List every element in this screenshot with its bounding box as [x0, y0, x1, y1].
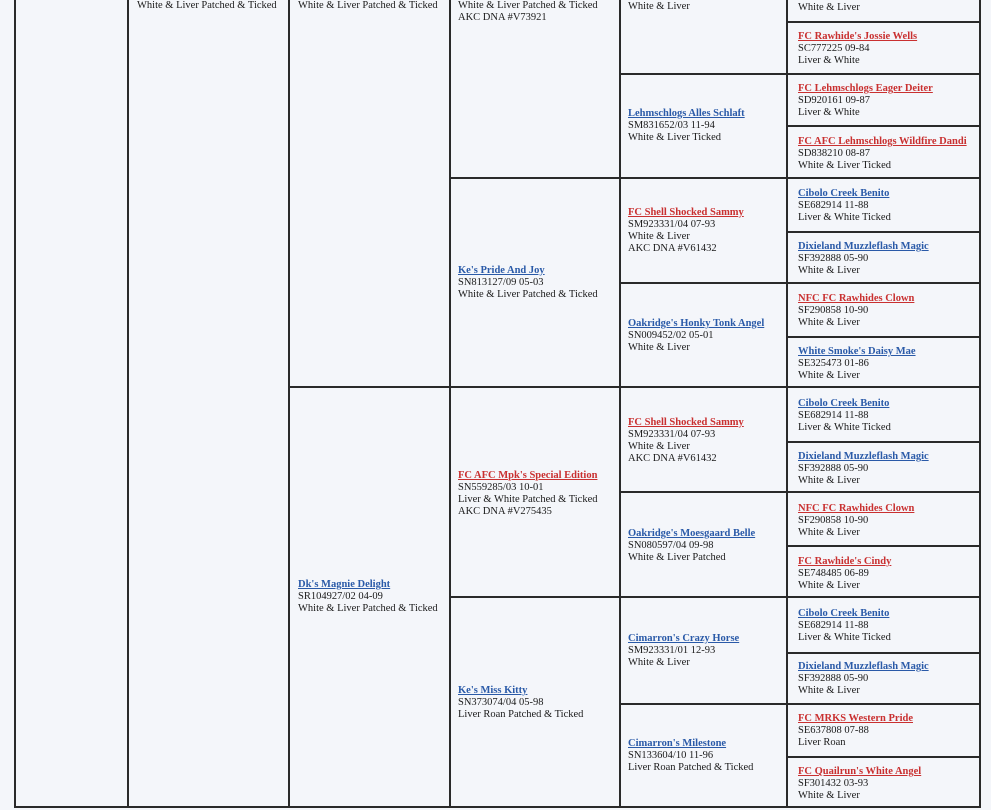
dog-name-link[interactable]: FC Quailrun's White Angel [798, 766, 922, 777]
dog-name-link[interactable]: Lehmschlogs Alles Schlaft [628, 108, 745, 119]
registration-info: SF392888 05-90 [798, 253, 869, 264]
row-divider [449, 177, 981, 179]
dog-name-link[interactable]: FC Lehmschlogs Eager Deiter [798, 83, 933, 94]
pedigree-entry [798, 2, 860, 14]
dog-name-link[interactable]: FC Shell Shocked Sammy [628, 417, 744, 428]
detail-line: AKC DNA #V73921 [458, 12, 547, 23]
registration-info: SF392888 05-90 [798, 463, 869, 474]
pedigree-entry [458, 470, 598, 518]
detail-line: AKC DNA #V275435 [458, 506, 552, 517]
column-divider [619, 0, 621, 806]
row-divider [788, 336, 981, 338]
dog-name-link[interactable]: Cimarron's Crazy Horse [628, 633, 740, 644]
dog-name-link[interactable]: Oakridge's Moesgaard Belle [628, 528, 756, 539]
pedigree-entry [798, 766, 921, 802]
detail-line: Liver & White [798, 55, 860, 66]
registration-info: SE637808 07-88 [798, 725, 869, 736]
registration-info: SN373074/04 05-98 [458, 697, 544, 708]
dog-name-link[interactable]: Dixieland Muzzleflash Magic [798, 661, 929, 672]
detail-line: Liver & White Patched & Ticked [458, 494, 598, 505]
pedigree-entry [298, 579, 438, 615]
dog-name-link[interactable]: NFC FC Rawhides Clown [798, 503, 915, 514]
dog-name-link[interactable]: Cimarron's Milestone [628, 738, 727, 749]
registration-info: SE748485 06-89 [798, 568, 869, 579]
column-divider [288, 0, 290, 806]
detail-line: AKC DNA #V61432 [628, 453, 717, 464]
detail-line: White & Liver [798, 317, 860, 328]
row-divider [788, 545, 981, 547]
dog-name-link[interactable]: FC Rawhide's Cindy [798, 556, 892, 567]
dog-name-link[interactable]: Ke's Miss Kitty [458, 685, 528, 696]
pedigree-entry [628, 318, 764, 354]
dog-name-link[interactable]: Cibolo Creek Benito [798, 608, 890, 619]
registration-info: SC777225 09-84 [798, 43, 870, 54]
column-divider [979, 0, 981, 806]
dog-name-link[interactable]: Oakridge's Honky Tonk Angel [628, 318, 765, 329]
pedigree-entry [628, 738, 753, 774]
detail-line: Liver & White Ticked [798, 422, 891, 433]
detail-line: White & Liver Ticked [798, 160, 892, 171]
dog-name-link[interactable]: FC Shell Shocked Sammy [628, 207, 744, 218]
row-divider [288, 386, 981, 388]
detail-line: White & Liver Patched [628, 552, 726, 563]
detail-line: White & Liver Patched & Ticked [298, 603, 438, 614]
row-divider [788, 441, 981, 443]
registration-info: SM923331/04 07-93 [628, 429, 716, 440]
pedigree-entry [798, 293, 914, 329]
detail-line: White & Liver [628, 1, 690, 12]
detail-line: White & Liver [798, 527, 860, 538]
row-divider [619, 491, 981, 493]
detail-line: White & Liver [628, 441, 690, 452]
pedigree-entry [628, 108, 745, 144]
registration-info: SD920161 09-87 [798, 95, 871, 106]
pedigree-entry [798, 188, 891, 224]
dog-name-link[interactable]: Cibolo Creek Benito [798, 398, 890, 409]
row-divider [619, 282, 981, 284]
registration-info: SR104927/02 04-09 [298, 591, 383, 602]
pedigree-entry [798, 713, 913, 749]
pedigree-entry [798, 241, 929, 277]
pedigree-entry [798, 398, 891, 434]
detail-line: White & Liver [798, 685, 860, 696]
detail-line: White & Liver [798, 370, 860, 381]
registration-info: SF392888 05-90 [798, 673, 869, 684]
column-divider [449, 0, 451, 806]
pedigree-entry [798, 661, 929, 697]
pedigree-entry [298, 0, 438, 12]
registration-info: SE682914 11-88 [798, 620, 869, 631]
pedigree-entry [798, 556, 891, 592]
registration-info: SE682914 11-88 [798, 410, 869, 421]
registration-info: SM923331/01 12-93 [628, 645, 716, 656]
dog-name-link[interactable]: Dixieland Muzzleflash Magic [798, 451, 929, 462]
detail-line: Liver & White [798, 107, 860, 118]
registration-info: SN133604/10 11-96 [628, 750, 714, 761]
pedigree-entry [798, 608, 891, 644]
registration-info: SN009452/02 05-01 [628, 330, 714, 341]
row-divider [449, 596, 981, 598]
row-divider [788, 756, 981, 758]
detail-line: Liver Roan Patched & Ticked [628, 762, 754, 773]
registration-info: SM831652/03 11-94 [628, 120, 715, 131]
detail-line: White & Liver [628, 657, 690, 668]
pedigree-entry [798, 31, 917, 67]
column-divider [14, 0, 16, 806]
registration-info: SD838210 08-87 [798, 148, 871, 159]
registration-info: SF301432 03-93 [798, 778, 869, 789]
pedigree-entry [628, 633, 739, 669]
detail-line: White & Liver Patched & Ticked [298, 0, 438, 11]
detail-line: AKC DNA #V61432 [628, 243, 717, 254]
detail-line: White & Liver [798, 265, 860, 276]
row-divider [14, 806, 981, 808]
dog-name-link[interactable]: FC MRKS Western Pride [798, 713, 913, 724]
registration-info: SN080597/04 09-98 [628, 540, 714, 551]
pedigree-entry [798, 451, 929, 487]
pedigree-entry [798, 503, 914, 539]
dog-name-link[interactable]: White Smoke's Daisy Mae [798, 346, 916, 357]
row-divider [619, 703, 981, 705]
registration-info: SF290858 10-90 [798, 305, 869, 316]
detail-line: Liver & White Ticked [798, 212, 891, 223]
pedigree-entry [628, 417, 744, 465]
dog-name-link[interactable]: NFC FC Rawhides Clown [798, 293, 915, 304]
detail-line: White & Liver [798, 2, 860, 13]
row-divider [788, 652, 981, 654]
detail-line: Liver & White Ticked [798, 632, 891, 643]
detail-line: White & Liver [798, 790, 860, 801]
row-divider [619, 73, 981, 75]
row-divider [788, 125, 981, 127]
dog-name-link[interactable]: FC AFC Lehmschlogs Wildfire Dandi [798, 136, 967, 147]
pedigree-entry [458, 265, 598, 301]
detail-line: White & Liver Patched & Ticked [458, 0, 598, 11]
pedigree-entry [798, 83, 933, 119]
detail-line: White & Liver [798, 475, 860, 486]
detail-line: White & Liver Patched & Ticked [137, 0, 277, 11]
dog-name-link[interactable]: Ke's Pride And Joy [458, 265, 545, 276]
pedigree-entry [628, 528, 755, 564]
registration-info: SM923331/04 07-93 [628, 219, 716, 230]
column-divider [127, 0, 129, 806]
dog-name-link[interactable]: FC AFC Mpk's Special Edition [458, 470, 598, 481]
detail-line: White & Liver [628, 231, 690, 242]
dog-name-link[interactable]: FC Rawhide's Jossie Wells [798, 31, 918, 42]
registration-info: SN559285/03 10-01 [458, 482, 544, 493]
column-divider [786, 0, 788, 806]
pedigree-entry [798, 136, 967, 172]
registration-info: SF290858 10-90 [798, 515, 869, 526]
pedigree-entry [798, 346, 916, 382]
detail-line: White & Liver Patched & Ticked [458, 289, 598, 300]
dog-name-link[interactable]: Dixieland Muzzleflash Magic [798, 241, 929, 252]
detail-line: White & Liver [798, 580, 860, 591]
pedigree-entry [137, 0, 277, 12]
registration-info: SE682914 11-88 [798, 200, 869, 211]
detail-line: Liver Roan Patched & Ticked [458, 709, 584, 720]
registration-info: SN813127/09 05-03 [458, 277, 544, 288]
dog-name-link[interactable]: Cibolo Creek Benito [798, 188, 890, 199]
registration-info: SE325473 01-86 [798, 358, 869, 369]
pedigree-entry [628, 207, 744, 255]
detail-line: White & Liver Ticked [628, 132, 722, 143]
pedigree-entry [458, 685, 583, 721]
detail-line: White & Liver [628, 342, 690, 353]
detail-line: Liver Roan [798, 737, 846, 748]
pedigree-entry [628, 1, 690, 13]
dog-name-link[interactable]: Dk's Magnie Delight [298, 579, 391, 590]
row-divider [788, 21, 981, 23]
row-divider [788, 231, 981, 233]
pedigree-entry [458, 0, 598, 24]
